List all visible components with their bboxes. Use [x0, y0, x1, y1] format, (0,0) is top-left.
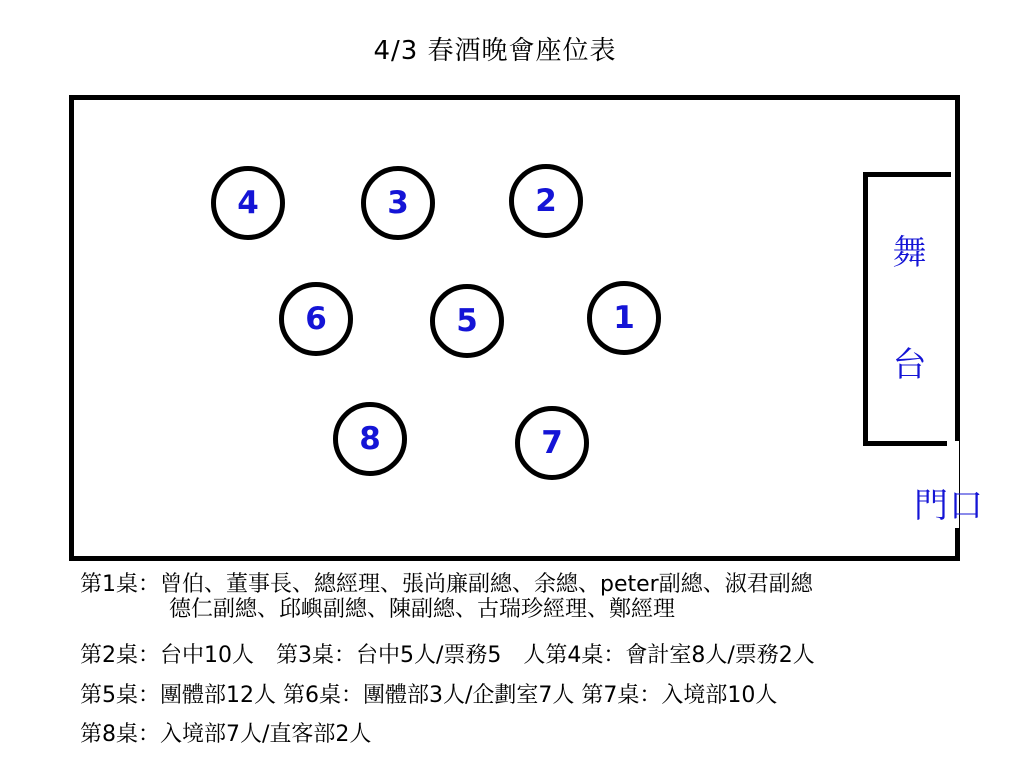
stage-label-char-1: 舞: [892, 233, 927, 273]
table-number: 2: [535, 183, 557, 219]
table-7[interactable]: [515, 406, 589, 480]
table-number: 3: [387, 185, 409, 221]
legend-tables-2-4: 第2桌：台中10人 第3桌：台中5人/票務5 人第4桌：會計室8人/票務2人: [80, 643, 815, 668]
table-number: 5: [456, 303, 478, 339]
legend-table-8: 第8桌：入境部7人/直客部2人: [80, 722, 372, 747]
door-label: 門口: [914, 486, 984, 526]
table-number: 7: [541, 425, 563, 461]
stage-label-char-2: 台: [892, 345, 927, 385]
table-8[interactable]: [333, 402, 407, 476]
table-5[interactable]: [430, 284, 504, 358]
table-3[interactable]: [361, 166, 435, 240]
stage: [863, 172, 951, 446]
table-4[interactable]: [211, 166, 285, 240]
legend-tables-5-7: 第5桌：團體部12人 第6桌：團體部3人/企劃室7人 第7桌：入境部10人: [80, 683, 778, 708]
legend-table-1: 第1桌：曾伯、董事長、總經理、張尚廉副總、余總、peter副總、淑君副總: [80, 572, 813, 597]
table-number: 4: [237, 185, 259, 221]
table-6[interactable]: [279, 282, 353, 356]
legend-table-1-continued: 德仁副總、邱嶼副總、陳副總、古瑞珍經理、鄭經理: [169, 597, 676, 622]
table-2[interactable]: [509, 164, 583, 238]
table-number: 8: [359, 421, 381, 457]
table-number: 6: [305, 301, 327, 337]
page-title: 4/3 春酒晚會座位表: [373, 36, 617, 66]
banquet-hall-outline: [69, 95, 960, 561]
table-number: 1: [613, 300, 635, 336]
table-1[interactable]: [587, 281, 661, 355]
